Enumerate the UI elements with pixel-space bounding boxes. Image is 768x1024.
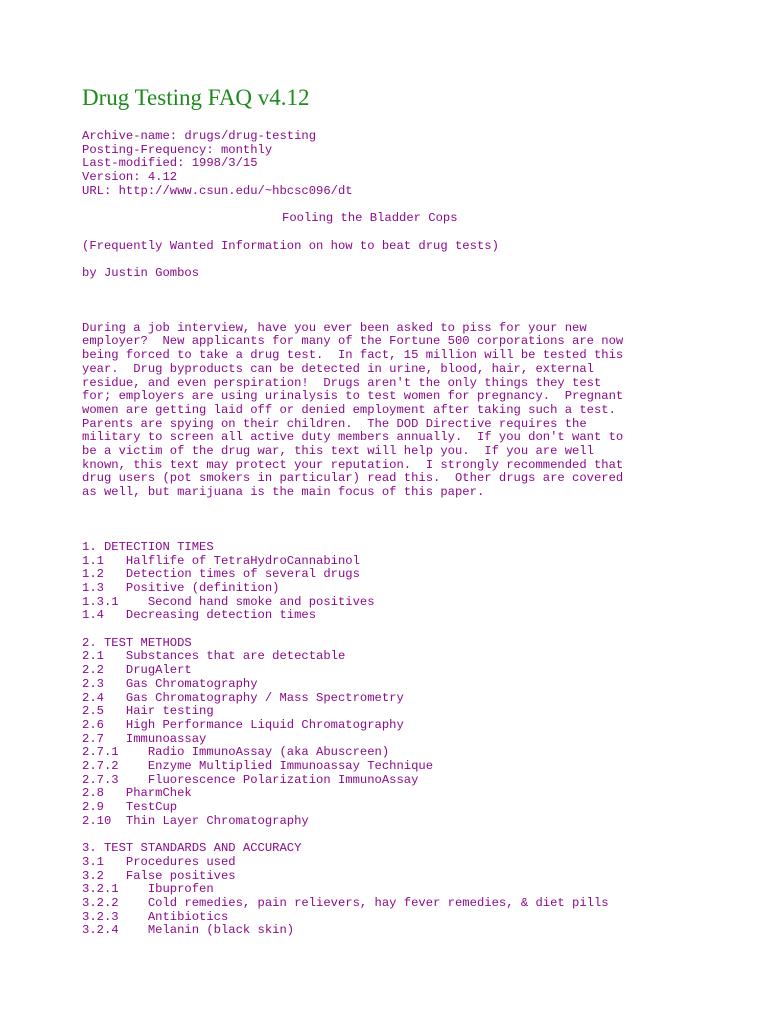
intro-line: year. Drug byproducts can be detected in urine, blood, hair, external [82,361,594,376]
toc-section-2 [82,637,722,829]
document-byline: by Justin Gombos [82,265,200,280]
toc-heading: 2. TEST METHODS [82,635,192,650]
header-line-version: Version: 4.12 [82,170,178,185]
toc-item: 2.7.2 Enzyme Multiplied Immunoassay Technique [82,759,434,774]
toc-item: 2.9 TestCup [82,800,178,815]
toc-heading: 3. TEST STANDARDS AND ACCURACY [82,841,302,856]
toc-item: 3.2.4 Melanin (black skin) [82,923,295,938]
intro-line: known, this text may protect your reputation. I strongly recommended that [82,457,624,472]
toc-item: 1.4 Decreasing detection times [82,608,317,623]
toc-item: 1.1 Halflife of TetraHydroCannabinol [82,553,360,568]
toc-item: 2.1 Substances that are detectable [82,649,346,664]
toc-item: 2.2 DrugAlert [82,663,192,678]
intro-line: military to screen all active duty members annually. If you don't want to [82,430,624,445]
document-page [82,84,722,938]
toc-item: 2.6 High Performance Liquid Chromatography [82,717,404,732]
toc-item: 2.4 Gas Chromatography / Mass Spectrometry [82,690,404,705]
toc-item: 2.7.3 Fluorescence Polarization ImmunoAssay [82,772,419,787]
header-line-archive: Archive-name: drugs/drug-testing [82,129,317,143]
intro-line: as well, but marijuana is the main focus of this paper. [82,485,485,500]
intro-paragraph [82,322,722,500]
toc-item: 3.2.2 Cold remedies, pain relievers, hay fever remedies, & diet pills [82,896,609,911]
header-line-frequency: Posting-Frequency: monthly [82,142,273,157]
intro-line: being forced to take a drug test. In fact, 15 million will be tested this [82,348,624,363]
toc-item: 1.2 Detection times of several drugs [82,567,360,582]
intro-line: During a job interview, have you ever been asked to piss for your new [82,320,587,335]
toc-item: 3.1 Procedures used [82,854,236,869]
toc-item: 3.2.1 Ibuprofen [82,882,214,897]
toc-item: 2.5 Hair testing [82,704,214,719]
document-title: Drug Testing FAQ v4.12 [82,85,310,110]
toc-item: 1.3 Positive (definition) [82,580,280,595]
toc-item: 2.8 PharmChek [82,786,192,801]
intro-line: be a victim of the drug war, this text will help you. If you are well [82,444,594,459]
toc-heading: 1. DETECTION TIMES [82,539,214,554]
toc-item: 2.10 Thin Layer Chromatography [82,813,309,828]
toc-section-1 [82,541,722,623]
header-line-modified: Last-modified: 1998/3/15 [82,156,258,171]
intro-line: employer? New applicants for many of the Fortune 500 corporations are now [82,334,624,349]
intro-line: Parents are spying on their children. The DOD Directive requires the [82,416,587,431]
toc-item: 3.2 False positives [82,868,236,883]
intro-line: drug users (pot smokers in particular) read this. Other drugs are covered [82,471,624,486]
document-tagline: (Frequently Wanted Information on how to beat drug tests) [82,238,499,253]
intro-line: women are getting laid off or denied employment after taking such a test. [82,402,616,417]
header-block [82,130,722,199]
toc-item: 1.3.1 Second hand smoke and positives [82,594,375,609]
header-line-url: URL: http://www.csun.edu/~hbcsc096/dt [82,183,353,198]
toc-item: 2.3 Gas Chromatography [82,676,258,691]
toc-item: 2.7 Immunoassay [82,731,207,746]
toc-item: 2.7.1 Radio ImmunoAssay (aka Abuscreen) [82,745,390,760]
intro-line: residue, and even perspiration! Drugs aren't the only things they test [82,375,602,390]
toc-item: 3.2.3 Antibiotics [82,909,229,924]
document-subtitle: Fooling the Bladder Cops [282,211,458,226]
toc-section-3 [82,842,722,938]
intro-line: for; employers are using urinalysis to test women for pregnancy. Pregnant [82,389,624,404]
